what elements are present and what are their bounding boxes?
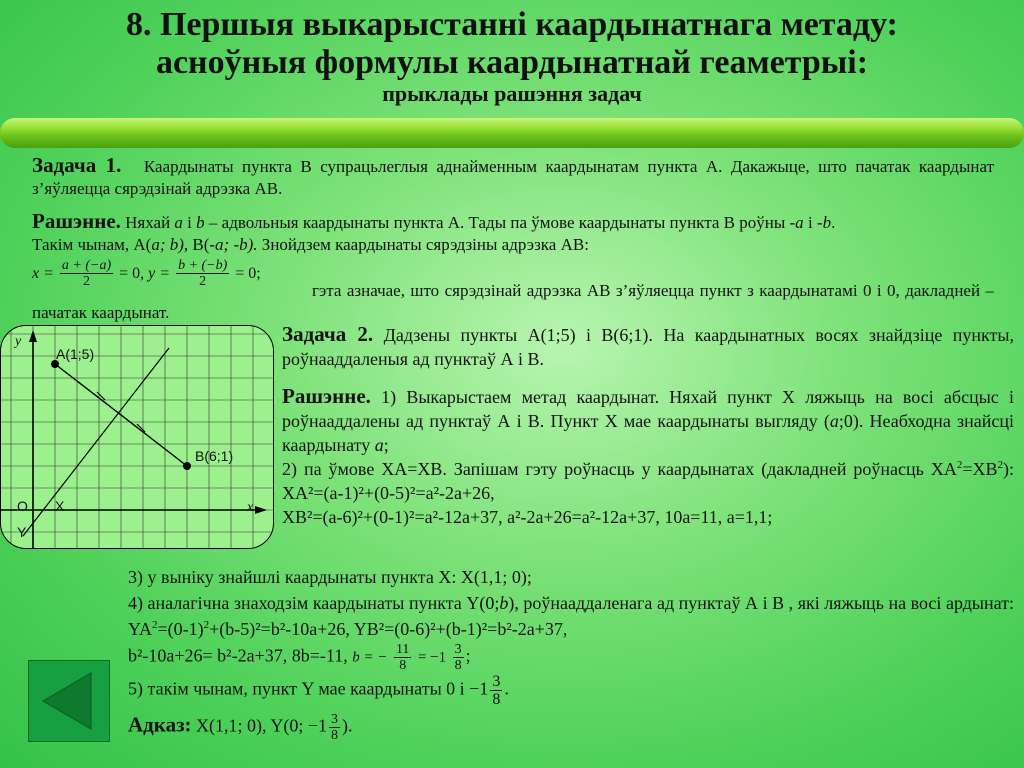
perpendicular-bisector xyxy=(23,348,169,536)
point-y-label: Y xyxy=(17,524,27,540)
step5-whole: −1 xyxy=(469,678,489,699)
b-frac2-num: 3 xyxy=(454,642,462,657)
task2-text: Дадзены пункты А(1;5) і В(6;1). На каардынатных восях знайдзіце пункты, роўнааддаленыя ад пунктаў А і В. xyxy=(282,325,1015,369)
solution1-block: Рашэнне. Няхай a і b – адвольныя каардынаты пункта А. Тады па ўмове каардынаты пункта В роўны -a і -b. Такім чынам, А(a; b), В(-a; -b). Знойдзем каардынаты сярэдзіны адрэзка АВ: xyxy=(32,209,836,254)
answer-fraction xyxy=(329,712,340,743)
solution1-conclusion: гэта азначае, што сярэдзінай адрэзка АВ з’яўляецца пункт з каардынатамі 0 і 0, дакладней – пачатак каардынат. xyxy=(32,281,994,322)
origin-label: O xyxy=(17,498,28,514)
answer-text-a: X(1,1; 0), Y(0; xyxy=(196,715,304,736)
solution2-step3: 3) у выніку знайшлі каардынаты пункта Х: Х(1,1; 0); xyxy=(128,567,532,587)
neg-a: -a xyxy=(789,213,804,232)
formula-x-den: 2 xyxy=(83,274,91,289)
solution2-step5: 5) такім чынам, пункт Y мае каардынаты 0 і xyxy=(128,678,465,699)
grid-lines xyxy=(1,326,273,548)
task2-header: Задача 2. xyxy=(282,322,374,346)
b-fraction xyxy=(394,642,411,673)
formula-x-result: = 0, xyxy=(119,264,145,282)
step1-var2: a xyxy=(374,435,384,455)
solution2-step1: 1) Выкарыстаем метад каардынат. Няхай пункт Х ляжыць на восі абсцыс і роўнааддалены ад пунктаў А і В. Пункт Х мае каардынаты выгляду ( xyxy=(282,387,1014,431)
slide-title xyxy=(0,6,1024,106)
point-b-label: B(6;1) xyxy=(195,448,234,464)
b-frac-lhs: b = − xyxy=(352,649,388,666)
back-button[interactable] xyxy=(28,660,110,742)
equation-xb: XB²=(a-6)²+(0-1)²=a²-12a+37, a²-2a+26=a²-12a+37, 10a=11, a=1,1; xyxy=(282,507,773,527)
answer-whole: −1 xyxy=(307,715,327,736)
neg-b: -b xyxy=(816,213,832,232)
task1-block xyxy=(32,154,994,200)
step1-var: a xyxy=(829,411,839,431)
y-axis-arrow xyxy=(29,330,37,342)
solution1-line2c: Знойдзем каардынаты сярэдзіны адрэзка АВ: xyxy=(261,235,589,254)
equation-xa: XA²=(a-1)²+(0-5)²=a²-2a+26, xyxy=(282,483,495,503)
formula-x: x = xyxy=(32,264,54,282)
solution1-text-b: – адвольныя каардынаты пункта А. Тады па ўмове каардынаты пункта В роўны xyxy=(208,213,786,232)
step5-num: 3 xyxy=(492,673,501,690)
graph-svg xyxy=(1,326,273,548)
solution2-step4c: =(0-1) xyxy=(157,619,204,639)
solution2-step4a: 4) аналагічна знаходзім каардынаты пункта Y(0; xyxy=(128,593,500,613)
solution2-step4b: ), роўнааддаленага ад пунктаў А і В , які ляжыць на восі ардынат: YA xyxy=(128,593,1014,639)
back-arrow-icon xyxy=(29,661,109,741)
step5-den: 8 xyxy=(492,691,501,708)
equation-ya-yb: +(b-5)²=b²-10a+26, YB²=(0-6)²+(b-1)²=b²-2a+37, xyxy=(209,619,568,639)
solution2-header: Рашэнне. xyxy=(282,384,371,408)
point-a-coords: a; b), xyxy=(151,235,189,254)
formula-y: y = xyxy=(148,264,171,282)
title-divider-bar xyxy=(0,118,1024,148)
conj: і xyxy=(187,213,192,232)
point-a-label: A(1;5) xyxy=(56,346,95,362)
title-line-2: асноўныя формулы каардынатнай геаметрыі: xyxy=(155,44,869,81)
x-axis-label: x xyxy=(247,500,254,515)
solution2-block: Рашэнне. 1) Выкарыстаем метад каардынат. Няхай пункт Х ляжыць на восі абсцыс і роўнааддалены ад пунктаў А і В. Пункт Х мае каардынаты выгляду (a;0). Неабходна знайсці каардынату a; 2) па ўмове ХА=ХВ. Запішам гэту роўнасць у каардынатах (дакладней роўнасць $ХА^2=ХВ^2$): XA²=(a-1)²+(0-5)²=a²-2a+26, XB²=(a-6)²+(0-1)²=a²-12a+37, a²-2a+26=a²-12a+37, 10a=11, a=1,1; xyxy=(282,384,1015,527)
point-x-label: X xyxy=(55,498,65,514)
formula-x-num: a + (−a) xyxy=(61,258,112,273)
b-frac-den: 8 xyxy=(399,658,407,673)
var-b: b xyxy=(196,213,205,232)
answer-block xyxy=(128,712,728,743)
step1-end: ;0). Неабходна знайсці каардынату xyxy=(282,411,1015,455)
b-frac-eq: = −1 xyxy=(417,649,447,666)
formula-y-den: 2 xyxy=(199,274,207,289)
solution1-text: Няхай xyxy=(125,213,171,232)
b-fraction-2 xyxy=(453,642,464,673)
answer-num: 3 xyxy=(331,712,338,727)
var-a: a xyxy=(174,213,183,232)
solution1-line2a: Такім чынам, А( xyxy=(32,235,152,254)
step5-fraction xyxy=(490,673,502,708)
task1-text: Каардынаты пункта В супрацьлеглыя аднайменным каардынатам пункта А. Дакажыце, што пачатак каардынат з’яўляецца сярэдзінай адрэзка АВ. xyxy=(32,157,994,198)
answer-header: Адказ: xyxy=(128,712,192,737)
solution2-continued: 3) у выніку знайшлі каардынаты пункта Х: Х(1,1; 0); 4) аналагічна знаходзім каардынаты пункта Y(0;b), роўнааддаленага ад пунктаў А і В , які ляжыць на восі ардынат: $YA^2=(0-1)^2+(b-5)^2=b^2-10a+26$, YB²=(0-6)²+(b-1)²=b²-2a+37, b²-10a+26= b²-2a+37, 8b=-11, b = − $\frac{11}{8}$ = −1 $\frac{3}{8}$ ; 5) такім чынам, пункт Y мае каардынаты 0 і −1 $\frac{3}{8}$ . xyxy=(128,567,1014,708)
b-frac-num: 11 xyxy=(395,642,410,657)
b-frac2-den: 8 xyxy=(454,658,462,673)
solution1-header: Рашэнне. xyxy=(32,209,121,233)
answer-text-b: ). xyxy=(342,715,353,736)
task2-block xyxy=(282,322,1014,371)
equation-b: b²-10a+26= b²-2a+37, 8b=-11, xyxy=(128,645,348,666)
formula-y-num: b + (−b) xyxy=(178,258,228,273)
formula-y-result: = 0; xyxy=(235,264,261,282)
coordinate-graph xyxy=(0,325,274,549)
x-axis-arrow xyxy=(255,506,267,514)
task1-header: Задача 1. xyxy=(32,153,122,177)
title-line-1: 8. Першыя выкарыстанні каардынатнага метаду: xyxy=(125,6,899,43)
point-b-dot xyxy=(183,462,191,470)
subtitle: прыклады рашэння задач xyxy=(382,81,642,106)
solution1-line2b: В( xyxy=(192,235,210,254)
y-axis-label: y xyxy=(15,334,22,349)
point-b-coords: -a; -b). xyxy=(209,235,258,254)
solution2-step2: 2) па ўмове ХА=ХВ. Запішам гэту роўнасць у каардынатах (дакладней роўнасць ХА xyxy=(282,459,957,479)
answer-den: 8 xyxy=(331,728,338,743)
conj-2: і xyxy=(807,213,813,232)
step4-var-b: b xyxy=(499,593,509,613)
